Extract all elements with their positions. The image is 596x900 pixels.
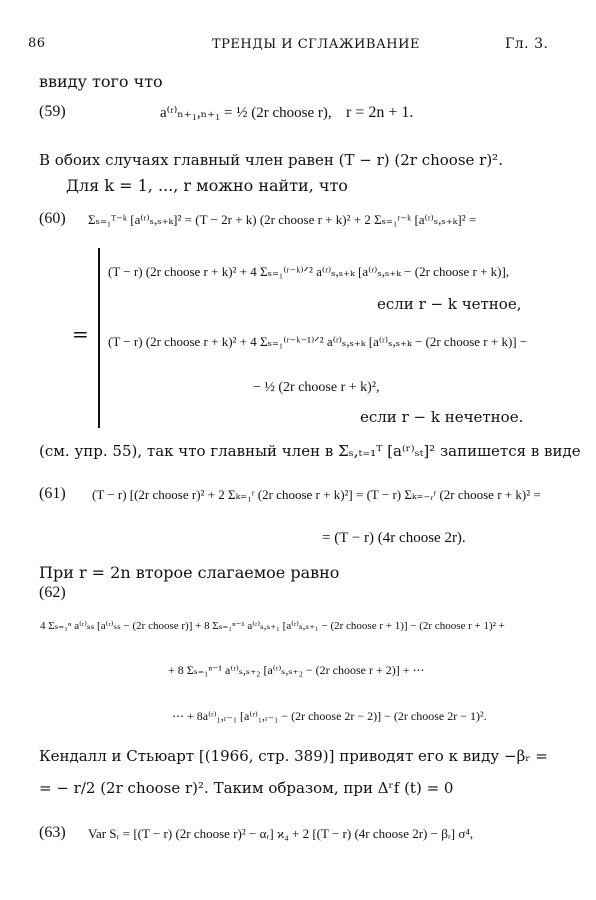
equation-number: (61) <box>39 485 66 502</box>
page-number: 86 <box>28 36 46 51</box>
equation-59: a⁽ʳ⁾ₙ₊₁,ₙ₊₁ = ½ (2r choose r), <box>160 105 332 121</box>
equation-number: (62) <box>39 584 66 601</box>
text-line: Кендалл и Стьюарт [(1966, стр. 389)] приводят его к виду −βᵣ = <box>39 747 548 765</box>
equation-62-line: ⋯ + 8a⁽ʳ⁾₁,ᵣ₋₁ [a⁽ʳ⁾₁,ᵣ₋₁ − (2r choose 2r − 2)] − (2r choose 2r − 1)². <box>172 709 487 723</box>
equation-60-case: (T − r) (2r choose r + k)² + 4 Σₛ₌₁⁽ʳ⁻ᵏ⁾ᐟ² a⁽ʳ⁾ₛ,ₛ₊ₖ [a⁽ʳ⁾ₛ,ₛ₊ₖ − (2r choose r + k)], <box>108 264 510 279</box>
text-line: Для k = 1, ..., r можно найти, что <box>66 176 348 195</box>
equation-number: (59) <box>39 103 66 120</box>
equation-number: (63) <box>39 824 66 841</box>
equation-61-line: = (T − r) (4r choose 2r). <box>322 530 466 546</box>
equation-60-line: Σₛ₌₁ᵀ⁻ᵏ [a⁽ʳ⁾ₛ,ₛ₊ₖ]² = (T − 2r + k) (2r choose r + k)² + 2 Σₛ₌₁ʳ⁻ᵏ [a⁽ʳ⁾ₛ,ₛ₊ₖ]² = <box>88 212 477 227</box>
equation-61-line: (T − r) [(2r choose r)² + 2 Σₖ₌₁ʳ (2r choose r + k)²] = (T − r) Σₖ₌₋ᵣʳ (2r choose r + k)² = <box>92 487 541 502</box>
text-line: (см. упр. 55), так что главный член в Σₛ,ₜ₌₁ᵀ [a⁽ʳ⁾ₛₜ]² запишется в виде <box>39 442 581 460</box>
equation-60-case: (T − r) (2r choose r + k)² + 4 Σₛ₌₁⁽ʳ⁻ᵏ⁻¹⁾ᐟ² a⁽ʳ⁾ₛ,ₛ₊ₖ [a⁽ʳ⁾ₛ,ₛ₊ₖ − (2r choose r + k)] − <box>108 334 528 349</box>
text-line: = − r/2 (2r choose r)². Таким образом, при Δʳf (t) = 0 <box>39 779 454 797</box>
equation-59-condition: r = 2n + 1. <box>346 104 414 121</box>
equation-62-line: + 8 Σₛ₌₁ⁿ⁻¹ a⁽ʳ⁾ₛ,ₛ₊₂ [a⁽ʳ⁾ₛ,ₛ₊₂ − (2r choose r + 2)] + ⋯ <box>168 663 425 677</box>
equation-63: Var Sᵣ = [(T − r) (2r choose r)² − αᵣ] ϰ₄ + 2 [(T − r) (4r choose 2r) − βᵣ] σ⁴, <box>88 826 474 841</box>
text-line: ввиду того что <box>39 72 163 91</box>
running-title: ТРЕНДЫ И СГЛАЖИВАНИЕ <box>212 37 420 52</box>
case-condition: если r − k четное, <box>377 295 522 313</box>
chapter-label: Гл. 3. <box>505 36 549 52</box>
text-line: При r = 2n второе слагаемое равно <box>39 563 340 582</box>
equation-62-line: 4 Σₛ₌₁ⁿ a⁽ʳ⁾ₛₛ [a⁽ʳ⁾ₛₛ − (2r choose r)] + 8 Σₛ₌₁ⁿ⁻¹ a⁽ʳ⁾ₛ,ₛ₊₁ [a⁽ʳ⁾ₛ,ₛ₊₁ − (2r choose r + 1)] − (2r choose r + 1)² + <box>40 620 505 632</box>
case-condition: если r − k нечетное. <box>360 408 524 426</box>
equals-sign: = <box>72 322 89 346</box>
cases-brace <box>98 248 100 428</box>
equation-number: (60) <box>39 210 66 227</box>
equation-60-case: − ½ (2r choose r + k)², <box>253 380 380 395</box>
text-line: В обоих случаях главный член равен (T − r) (2r choose r)². <box>39 151 503 169</box>
